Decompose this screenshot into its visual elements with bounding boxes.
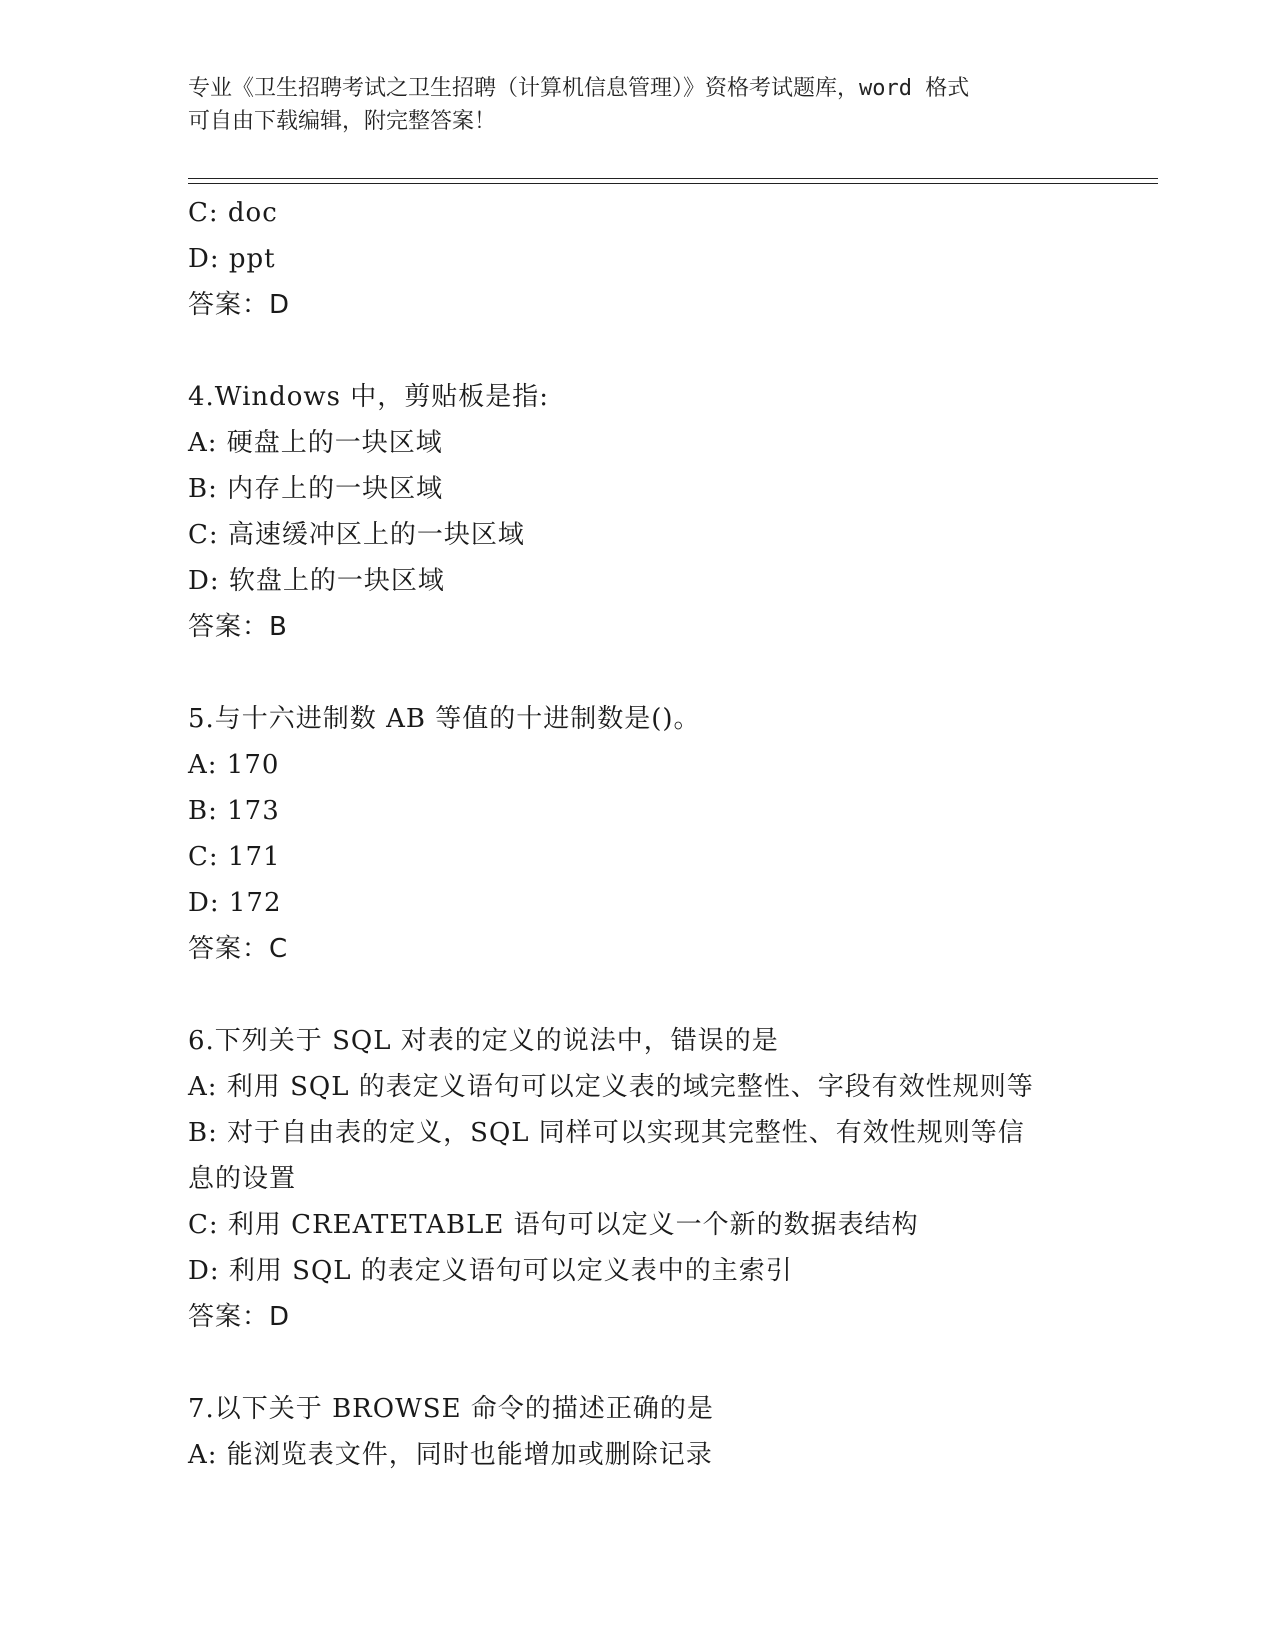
header-line-1: 专业《卫生招聘考试之卫生招聘（计算机信息管理）》资格考试题库，word 格式 xyxy=(188,76,970,101)
option-d: D: 软盘上的一块区域 xyxy=(188,566,445,596)
question-5 xyxy=(188,696,1148,972)
document-body xyxy=(188,190,1148,1478)
header-divider xyxy=(188,178,1158,179)
question-3 xyxy=(188,190,1148,328)
question-text: 7.以下关于 BROWSE 命令的描述正确的是 xyxy=(188,1394,714,1424)
option-d: D: 172 xyxy=(188,888,282,918)
page-header xyxy=(188,72,1088,138)
question-6 xyxy=(188,1018,1148,1340)
question-4 xyxy=(188,374,1148,650)
answer: 答案：D xyxy=(188,290,291,320)
answer: 答案：C xyxy=(188,934,289,964)
answer: 答案：D xyxy=(188,1302,291,1332)
option-b: B: 173 xyxy=(188,796,280,826)
option-d: D: ppt xyxy=(188,244,276,274)
question-text: 6.下列关于 SQL 对表的定义的说法中，错误的是 xyxy=(188,1026,779,1056)
option-c: C: 高速缓冲区上的一块区域 xyxy=(188,520,525,550)
option-b: B: 对于自由表的定义，SQL 同样可以实现其完整性、有效性规则等信息的设置 xyxy=(188,1118,1025,1194)
option-c: C: 利用 CREATETABLE 语句可以定义一个新的数据表结构 xyxy=(188,1210,919,1240)
option-b: B: 内存上的一块区域 xyxy=(188,474,444,504)
question-7 xyxy=(188,1386,1148,1478)
option-c: C: 171 xyxy=(188,842,281,872)
option-a: A: 利用 SQL 的表定义语句可以定义表的域完整性、字段有效性规则等 xyxy=(188,1072,1034,1102)
option-c: C: doc xyxy=(188,198,278,228)
option-d: D: 利用 SQL 的表定义语句可以定义表中的主索引 xyxy=(188,1256,793,1286)
header-divider-second xyxy=(188,183,1158,184)
question-text: 5.与十六进制数 AB 等值的十进制数是()。 xyxy=(188,704,701,734)
option-a: A: 能浏览表文件，同时也能增加或删除记录 xyxy=(188,1440,713,1470)
header-line-2: 可自由下载编辑，附完整答案！ xyxy=(188,109,497,134)
option-a: A: 硬盘上的一块区域 xyxy=(188,428,443,458)
answer: 答案：B xyxy=(188,612,288,642)
option-a: A: 170 xyxy=(188,750,280,780)
question-text: 4.Windows 中，剪贴板是指: xyxy=(188,382,550,412)
